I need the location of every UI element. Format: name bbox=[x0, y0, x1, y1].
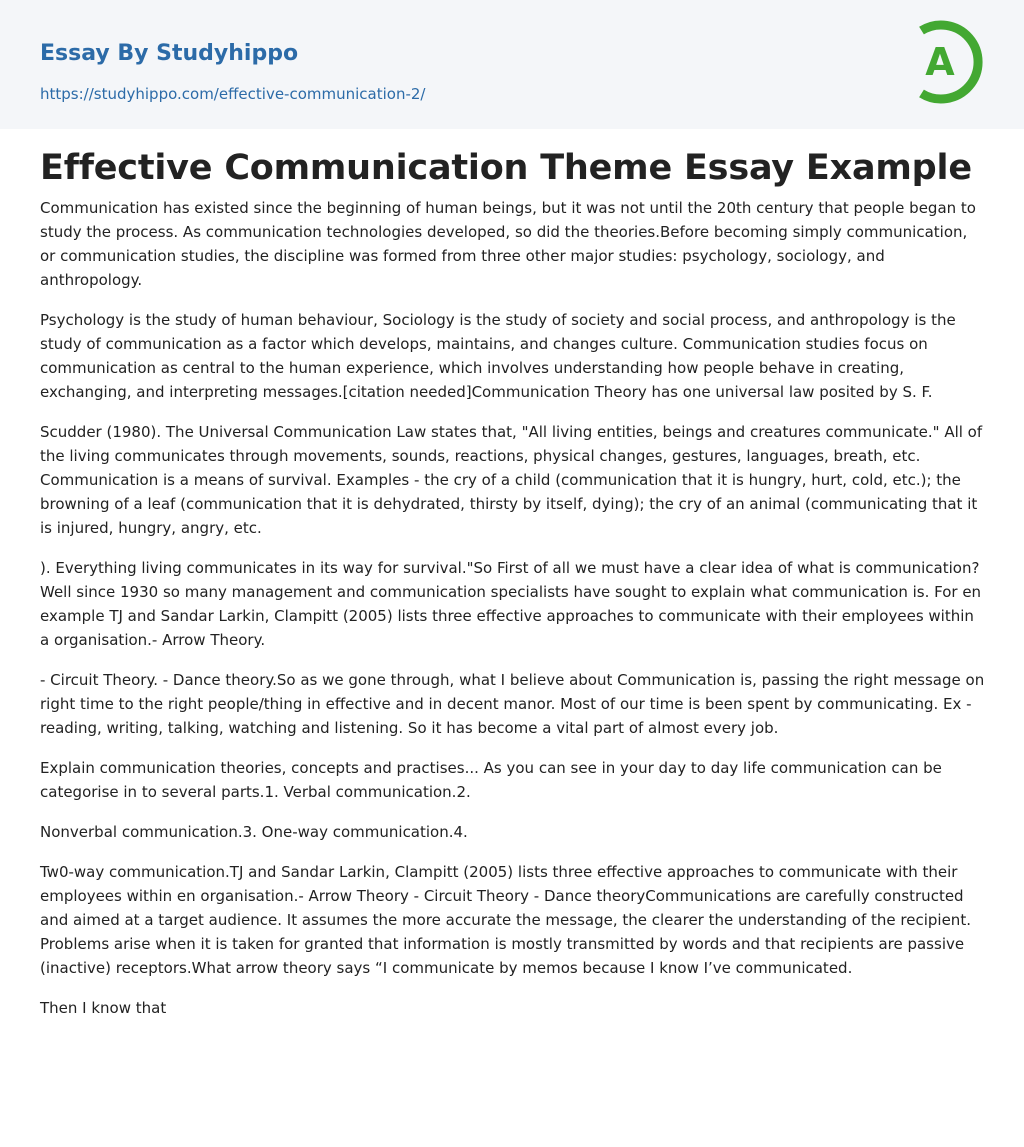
essay-paragraph: Communication has existed since the beginning of human beings, but it was not until the 20th century that people began to study the process. As communication technologies developed, so did the theories.Before becoming simply communication, or communication studies, the discipline was formed from three other major studies: psychology, sociology, and anthropology. bbox=[40, 199, 976, 289]
essay-paragraph: Scudder (1980). The Universal Communication Law states that, "All living entities, beings and creatures communicate." All of the living communicates through movements, sounds, reactions, physical changes, gestures, languages, breath, etc. Communication is a means of survival. Examples - the cry of a child (communication that it is hungry, hurt, cold, etc.); the browning of a leaf (communication that it is dehydrated, thirsty by itself, dying); the cry of an animal (communicating that it is injured, hungry, angry, etc. bbox=[40, 423, 983, 537]
essay-paragraph: - Circuit Theory. - Dance theory.So as we gone through, what I believe about Communication is, passing the right message on right time to the right people/thing in effective and in decent manor. Most of our time is been spent by communicating. Ex - reading, writing, talking, watching and listening. So it has become a vital part of almost every job. bbox=[40, 671, 985, 737]
studyhippo-logo-icon[interactable] bbox=[903, 18, 989, 106]
essay-paragraph: Nonverbal communication.3. One-way communication.4. bbox=[40, 823, 468, 841]
essay-paragraph: Explain communication theories, concepts and practises... As you can see in your day to day life communication can be categorise in to several parts.1. Verbal communication.2. bbox=[40, 759, 942, 801]
essay-paragraph: Then I know that bbox=[40, 999, 167, 1017]
source-url-link[interactable]: https://studyhippo.com/effective-communication-2/ bbox=[40, 85, 426, 103]
essay-paragraph: ). Everything living communicates in its way for survival."So First of all we must have a clear idea of what is communication? Well since 1930 so many management and communication specialists have sought to explain what communication is. For en example TJ and Sandar Larkin, Clampitt (2005) lists three effective approaches to communicate with their employees within a organisation.- Arrow Theory. bbox=[40, 559, 982, 649]
essay-paragraph: Tw0-way communication.TJ and Sandar Larkin, Clampitt (2005) lists three effective approaches to communicate with their employees within en organisation.- Arrow Theory - Circuit Theory - Dance theoryCommunications are carefully constructed and aimed at a target audience. It assumes the more accurate the message, the clearer the understanding of the recipient. Problems arise when it is taken for granted that information is mostly transmitted by words and that recipients are passive (inactive) receptors.What arrow theory says “I communicate by memos because I know I’ve communicated. bbox=[40, 863, 971, 977]
logo-letter: A bbox=[925, 40, 955, 84]
essay-content bbox=[40, 140, 986, 1036]
site-header bbox=[0, 0, 1024, 129]
essay-paragraph: Psychology is the study of human behaviour, Sociology is the study of society and social process, and anthropology is the study of communication as a factor which develops, maintains, and changes culture. Communication studies focus on communication as central to the human experience, which involves understanding how people behave in creating, exchanging, and interpreting messages.[citation needed]Communication Theory has one universal law posited by S. F. bbox=[40, 311, 956, 401]
brand-title[interactable]: Essay By Studyhippo bbox=[40, 41, 299, 66]
essay-title: Effective Communication Theme Essay Example bbox=[40, 148, 972, 188]
